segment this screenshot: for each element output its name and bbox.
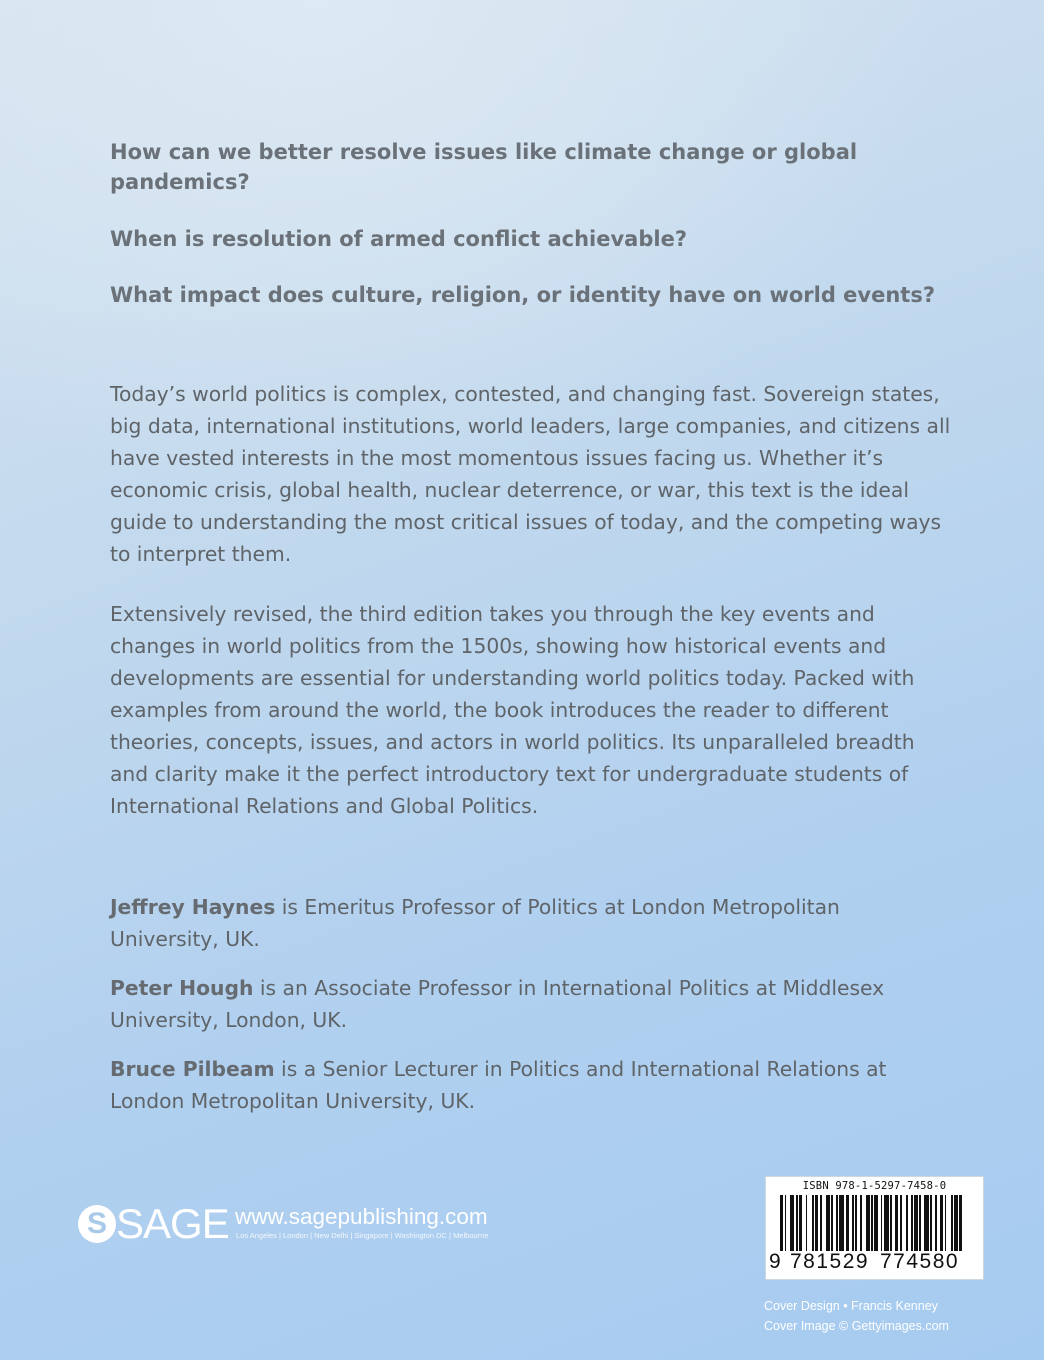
barcode-bar [796, 1195, 798, 1251]
barcode-bar [815, 1195, 818, 1251]
barcode-digits-right: 774580 [880, 1250, 960, 1273]
barcode-bar [890, 1195, 892, 1251]
author-description: is a Senior Lecturer in Politics and International Relations at London Metropolitan University, UK. [110, 1057, 887, 1113]
barcode-bar [954, 1195, 957, 1251]
question-culture: What impact does culture, religion, or identity have on world events? [110, 283, 936, 307]
description-paragraph-2: Extensively revised, the third edition takes you through the key events and changes in world politics from the 1500s, showing how historical events and developments are essential for understanding world politics today. Packed with examples from around the world, the book introduces the reader to different theories, concepts, issues, and actors in world politics. Its unparalleled breadth and clarity make it the perfect introductory text for undergraduate students of International Relations and Global Politics. [110, 602, 915, 818]
publisher-name: SAGE [116, 1200, 229, 1247]
question-climate: How can we better resolve issues like climate change or global pandemics? [110, 140, 858, 194]
barcode-bar [930, 1195, 932, 1251]
barcode-bar [935, 1195, 937, 1251]
barcode-bar [919, 1195, 921, 1251]
author-name: Peter Hough [110, 976, 254, 1000]
barcode-bar [874, 1195, 877, 1251]
barcode-bar [866, 1195, 869, 1251]
barcode-bar [826, 1195, 829, 1251]
barcode-bar [806, 1195, 808, 1251]
barcode-bar [911, 1195, 913, 1251]
barcode-bar [945, 1195, 947, 1251]
barcode-digit-first: 9 [769, 1250, 781, 1273]
cover-design-credit: Cover Design • Francis Kenney [764, 1299, 938, 1313]
barcode-bar [855, 1195, 857, 1251]
author-bio-pilbeam [110, 1053, 955, 1117]
barcode-bar [785, 1195, 787, 1251]
barcode-bar [860, 1195, 862, 1251]
barcode-bar [790, 1195, 795, 1251]
cover-image-credit: Cover Image © Gettyimages.com [764, 1319, 949, 1333]
barcode-bar [871, 1195, 873, 1251]
barcode-bar [846, 1195, 849, 1251]
author-description: is an Associate Professor in International Politics at Middlesex University, London, UK. [110, 976, 885, 1032]
description-paragraph-1: Today’s world politics is complex, contested, and changing fast. Sovereign states, big data, international institutions, world leaders, large companies, and citizens all have vested interests in the most momentous issues facing us. Whether it’s economic crisis, global health, nuclear deterrence, or war, this text is the ideal guide to understanding the most critical issues of today, and the competing ways to interpret them. [110, 382, 951, 566]
sage-mark-letter: S [86, 1207, 107, 1240]
isbn-barcode [765, 1176, 984, 1280]
isbn-text: ISBN 978-1-5297-7458-0 [802, 1180, 947, 1192]
barcode-bar [839, 1195, 844, 1251]
author-bio-hough [110, 972, 955, 1036]
barcode-bar [780, 1195, 783, 1251]
barcode-bar [951, 1195, 953, 1251]
sage-mark-icon [78, 1205, 116, 1243]
question-armed-conflict: When is resolution of armed conflict achievable? [110, 227, 688, 251]
author-name: Jeffrey Haynes [110, 895, 276, 919]
barcode-bar [884, 1195, 889, 1251]
barcode-bar [940, 1195, 943, 1251]
author-description: is Emeritus Professor of Politics at London Metropolitan University, UK. [110, 895, 840, 951]
barcode-bar [924, 1195, 929, 1251]
barcode-bar [895, 1195, 898, 1251]
barcode-bar [820, 1195, 822, 1251]
barcode-bar [836, 1195, 838, 1251]
author-name: Bruce Pilbeam [110, 1057, 275, 1081]
barcode-bars [780, 1195, 976, 1251]
barcode-digits-left: 781529 [790, 1250, 870, 1273]
barcode-bar [900, 1195, 902, 1251]
barcode-bar [959, 1195, 962, 1251]
publisher-url: www.sagepublishing.com [235, 1204, 488, 1229]
barcode-bar [812, 1195, 814, 1251]
publisher-logo [78, 1200, 538, 1247]
publisher-cities: Los Angeles | London | New Delhi | Singapore | Washington DC | Melbourne [236, 1231, 489, 1240]
barcode-bar [906, 1195, 908, 1251]
barcode-bar [914, 1195, 917, 1251]
barcode-bar [852, 1195, 854, 1251]
barcode-bar [799, 1195, 802, 1251]
barcode-bar [831, 1195, 833, 1251]
author-bio-haynes [110, 891, 955, 955]
barcode-bar [881, 1195, 883, 1251]
cover-credits [764, 1296, 984, 1336]
